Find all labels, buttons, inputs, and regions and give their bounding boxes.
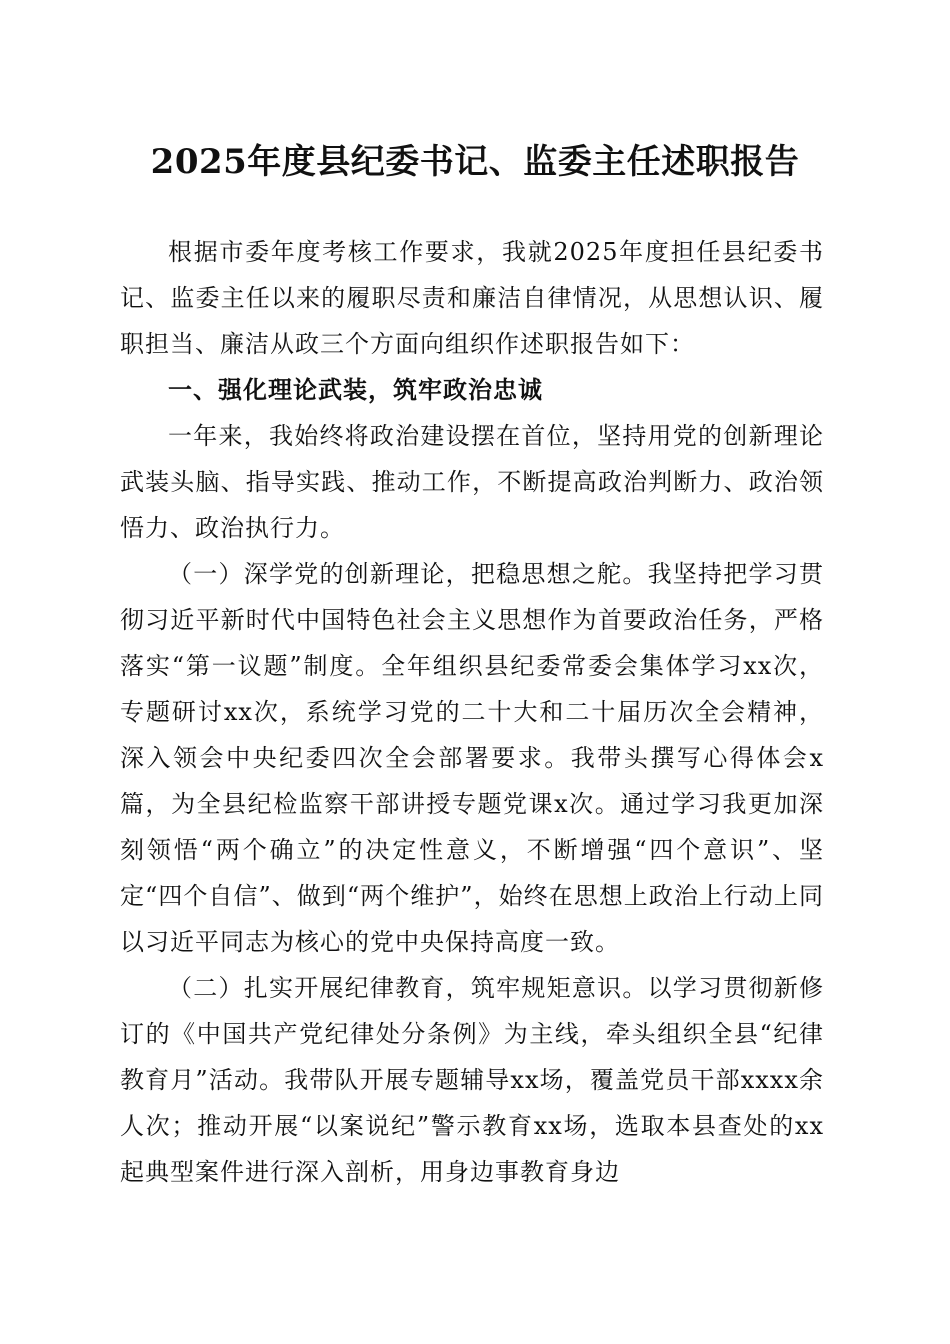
section-1-lead-paragraph: 一年来，我始终将政治建设摆在首位，坚持用党的创新理论武装头脑、指导实践、推动工作，不断提高政治判断力、政治领悟力、政治执行力。 [120, 422, 824, 542]
document-title: 2025年度县纪委书记、监委主任述职报告 [150, 142, 800, 182]
section-1-heading: 一、强化理论武装，筑牢政治忠诚 [168, 376, 543, 404]
subsection-1-paragraph [120, 551, 824, 965]
subsection-2-paragraph [120, 965, 824, 1195]
intro-paragraph: 根据市委年度考核工作要求，我就2025年度担任县纪委书记、监委主任以来的履职尽责和廉洁自律情况，从思想认识、履职担当、廉洁从政三个方面向组织作述职报告如下： [120, 238, 824, 358]
subsection-1-lead: （一）深学党的创新理论，把稳思想之舵。 [168, 560, 648, 588]
subsection-2-body: 以学习贯彻新修订的《中国共产党纪律处分条例》为主线，牵头组织全县“纪律教育月”活动。我带队开展专题辅导xx场，覆盖党员干部xxxx余人次；推动开展“以案说纪”警示教育xx场，选取本县查处的xx起典型案件进行深入剖析，用身边事教育身边 [120, 974, 825, 1186]
document-body [120, 229, 824, 1195]
subsection-1-body: 我坚持把学习贯彻习近平新时代中国特色社会主义思想作为首要政治任务，严格落实“第一议题”制度。全年组织县纪委常委会集体学习xx次，专题研讨xx次，系统学习党的二十大和二十届历次全会精神，深入领会中央纪委四次全会部署要求。我带头撰写心得体会x篇，为全县纪检监察干部讲授专题党课x次。通过学习我更加深刻领悟“两个确立”的决定性意义，不断增强“四个意识”、坚定“四个自信”、做到“两个维护”，始终在思想上政治上行动上同以习近平同志为核心的党中央保持高度一致。 [120, 560, 825, 956]
subsection-2-lead: （二）扎实开展纪律教育，筑牢规矩意识。 [168, 974, 648, 1002]
